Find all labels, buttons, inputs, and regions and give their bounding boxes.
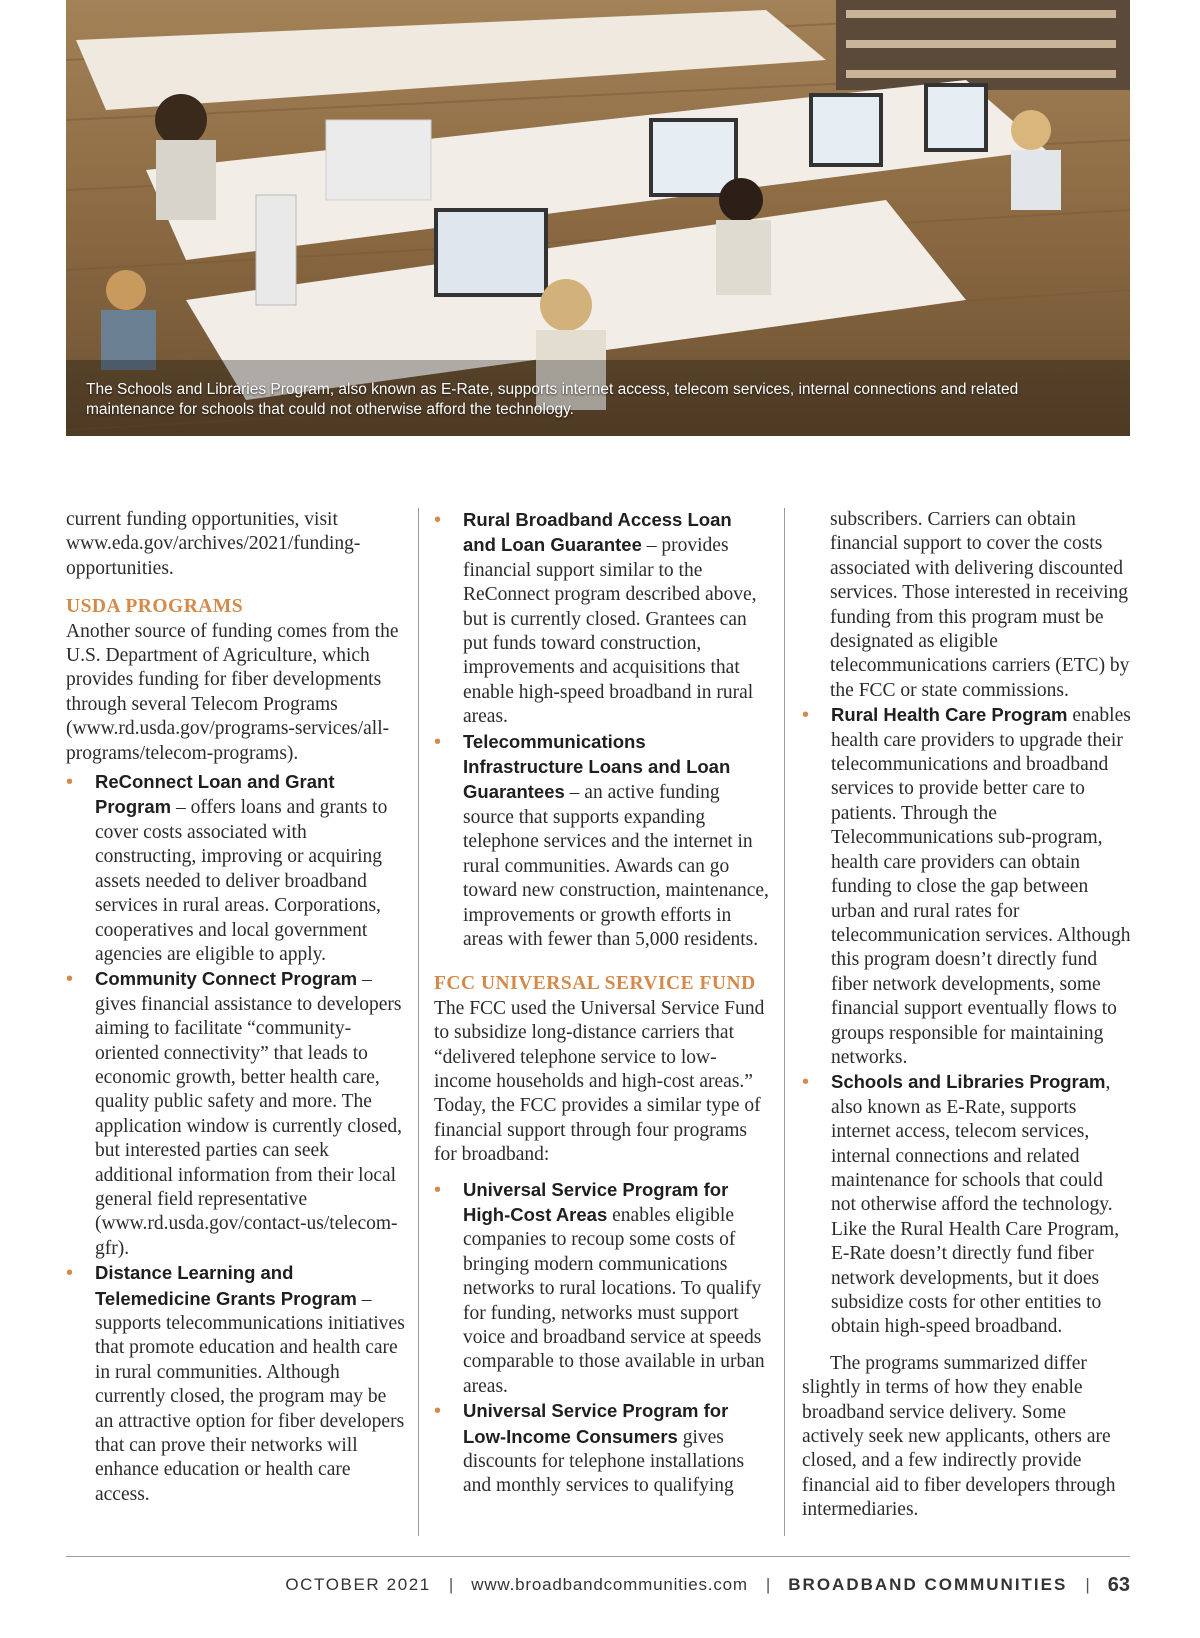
footer-separator: | <box>1085 1575 1090 1594</box>
issue-date: OCTOBER 2021 <box>285 1575 431 1594</box>
section-heading-fcc: FCC UNIVERSAL SERVICE FUND <box>434 973 756 995</box>
fcc-program-list <box>434 1178 769 1499</box>
list-item <box>66 770 406 967</box>
program-name: Universal Service Program for High-Cost Areas <box>463 1178 729 1225</box>
closing-paragraph: The programs summarized differ slightly in terms of how they enable broadband service delivery. Some actively seek new applicants, others are closed, and a few indirectly provide financial aid to fiber developers through intermediaries. <box>802 1352 1116 1521</box>
page-number: 63 <box>1107 1573 1130 1596</box>
program-description: – provides financial support similar to the ReConnect program described above, but is currently closed. Grantees can put funds toward construction, improvements and acquisitions that enable high-speed broadband in rural areas. <box>463 535 757 728</box>
footer-rule <box>66 1556 1130 1557</box>
intro-text: current funding opportunities, visit www.eda.gov/archives/2021/funding-opportunities. <box>66 509 361 579</box>
column-3 <box>802 508 1132 1523</box>
program-description: – gives financial assistance to developers aiming to facilitate “community-oriented connectivity” that leads to economic growth, better health care, quality public safety and more. The application window is currently closed, but interested parties can seek additional information from their local general field representative (www.rd.usda.gov/contact-us/telecom-gfr). <box>95 969 403 1259</box>
column-divider <box>784 508 785 1536</box>
section-heading-usda: USDA PROGRAMS <box>66 596 244 618</box>
program-name: Rural Broadband Access Loan and Loan Guarantee <box>463 509 732 556</box>
usda-program-list <box>66 770 406 1507</box>
list-item <box>802 1070 1132 1339</box>
list-item <box>434 730 769 953</box>
program-name: Distance Learning and Telemedicine Grants Program <box>95 1262 357 1309</box>
list-item <box>66 967 406 1261</box>
list-item <box>434 1178 769 1400</box>
program-description: – offers loans and grants to cover costs associated with constructing, improving or acquiring assets needed to deliver broadband services in rural areas. Corporations, cooperatives and local government agencies are eligible to apply. <box>95 797 388 965</box>
fcc-paragraph: The FCC used the Universal Service Fund to subsidize long-distance carriers that “delivered telephone service to low-income households and high-cost areas.” Today, the FCC provides a similar type of financial support through four programs for broadband: <box>434 997 765 1166</box>
list-item <box>434 1399 769 1499</box>
program-description: , also known as E-Rate, supports internet access, telecom services, internal connections and related maintenance for schools that could not otherwise afford the technology. Like the Rural Health Care Program, E-Rate doesn’t directly fund fiber network developments, but it does subsidize costs for other entities to obtain high-speed broadband. <box>831 1072 1120 1338</box>
website-url[interactable]: www.broadbandcommunities.com <box>471 1575 748 1594</box>
column-divider <box>418 508 419 1536</box>
program-description: enables eligible companies to recoup some costs of bringing modern communications networks to rural locations. To qualify for funding, networks must support voice and broadband service at speeds comparable to those available in urban areas. <box>463 1204 765 1397</box>
program-name: Telecommunications Infrastructure Loans and Loan Guarantees <box>463 730 731 803</box>
usda-program-list-continued <box>434 508 769 952</box>
header-photo <box>66 0 1130 436</box>
publication-name: BROADBAND COMMUNITIES <box>788 1575 1068 1594</box>
program-name: Schools and Libraries Program <box>831 1071 1106 1093</box>
program-description: – supports telecommunications initiatives that promote education and health care in rural communities. Although currently closed, the program may be an attractive option for fiber developers that can prove their networks will enhance education or health care access. <box>95 1288 405 1505</box>
program-description: enables health care providers to upgrade their telecommunications and broadband services to provide better care to patients. Through the Telecommunications sub-program, health care providers can obtain funding to close the gap between urban and rural rates for telecommunication services. Although this program doesn’t directly fund fiber network developments, some financial support eventually flows to groups responsible for maintaining networks. <box>831 705 1131 1068</box>
list-item <box>66 1261 406 1507</box>
program-name: Universal Service Program for Low-Income Consumers <box>463 1400 729 1447</box>
column-2 <box>434 508 769 1499</box>
program-name: Community Connect Program <box>95 968 358 990</box>
page-footer <box>285 1573 1130 1597</box>
usda-paragraph: Another source of funding comes from the U.S. Department of Agriculture, which provides funding for fiber developments through several Telecom Programs (www.rd.usda.gov/programs-services/all-programs/telecom-programs). <box>66 620 399 764</box>
fcc-program-list-continued <box>802 703 1132 1340</box>
program-description: – an active funding source that supports expanding telephone services and the internet in rural communities. Awards can go toward new construction, maintenance, improvements or growth efforts in areas with fewer than 5,000 residents. <box>463 782 769 950</box>
program-name: Rural Health Care Program <box>831 704 1068 726</box>
program-description: gives discounts for telephone installations and monthly services to qualifying <box>463 1426 745 1497</box>
column-1 <box>66 508 406 1507</box>
program-name: ReConnect Loan and Grant Program <box>95 771 335 818</box>
list-item <box>434 508 769 730</box>
footer-separator: | <box>448 1575 454 1594</box>
list-item <box>802 703 1132 1070</box>
photo-caption: The Schools and Libraries Program, also known as E-Rate, supports internet access, telecom services, internal connections and related maintenance for schools that could not otherwise afford the technology. <box>86 381 1019 418</box>
footer-separator: | <box>765 1575 771 1594</box>
classroom-illustration <box>66 0 1130 436</box>
continued-text: subscribers. Carriers can obtain financial support to cover the costs associated with delivering discounted services. Those interested in receiving funding from this program must be designated as eligible telecommunications carriers (ETC) by the FCC or state commissions. <box>830 509 1130 701</box>
